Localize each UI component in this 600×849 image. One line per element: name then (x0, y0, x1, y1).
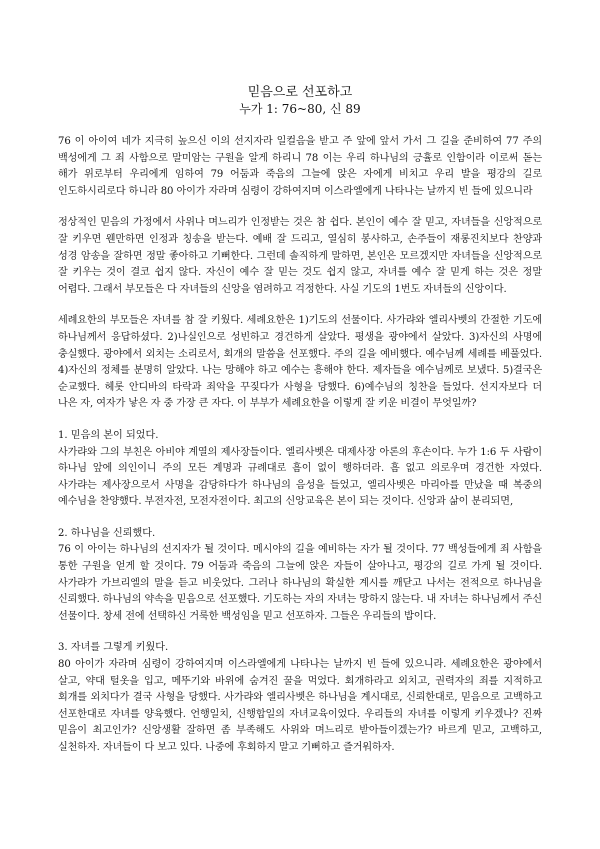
section-3-heading: 3. 자녀를 그렇게 키웠다. (58, 642, 169, 654)
section-1-heading: 1. 믿음의 본이 되었다. (58, 429, 159, 441)
scripture-reference: 누가 1: 76~80, 신 89 (239, 102, 361, 116)
section-3-body: 80 아이가 자라며 심령이 강하여지며 이스라엘에게 나타나는 날까지 빈 들에 있으니라. 세례요한은 광야에서 살고, 약대 털옷을 입고, 메뚜기와 바위에 숨겨진 꿀을 먹었다. 회개하라고 외치고, 권력자의 죄를 지적하고 회개를 외치다가 결국 사형을 당했다. 사가랴와 엘리사벳은 하나님을 계시대로, 신뢰한대로, 믿음으로 고백하고 선포한대로 자녀를 양육했다. 언행일치, 신행합일의 자녀교육이었다. 우리들의 자녀를 이렇게 키우겠나? 진짜 믿음이 최고인가? 신앙생활 잘하면 좀 부족해도 사위와 며느리로 받아들이겠는가? 바르게 믿고, 고백하고, 실천하자. 자녀들이 다 보고 있다. 나중에 후회하지 말고 기뻐하고 즐거워하자. (58, 659, 542, 753)
document-title: 믿음으로 선포하고 (247, 85, 353, 100)
section-2-heading: 2. 하나님을 신뢰했다. (58, 527, 156, 539)
intro-paragraph: 정상적인 믿음의 가정에서 사위나 며느리가 인정받는 것은 참 쉽다. 본인이 예수 잘 믿고, 자녀들을 신앙적으로 잘 키우면 웬만하면 인정과 칭송을 받는다. 예배 잘 드리고, 열심히 봉사하고, 손주들이 재롱진치보다 찬양과 성경 암송을 잘하면 정말 좋아하고 기뻐한다. 그런데 솔직하게 말하면, 본인은 모르겠지만 자녀들을 신앙적으로 잘 키우는 것이 결코 쉽지 않다. 자신이 예수 잘 믿는 것도 쉽지 않고, 자녀를 예수 잘 믿게 하는 것은 정말 어렵다. 그래서 부모들은 다 자녀들의 신앙을 염려하고 걱정한다. 사실 기도의 1번도 자녀들의 신앙이다. (58, 217, 542, 295)
parents-paragraph: 세례요한의 부모들은 자녀를 참 잘 키웠다. 세례요한은 1)기도의 선물이다. 사가랴와 엘리사벳의 간절한 기도에 하나님께서 응답하셨다. 2)나실인으로 성빈하고 경건하게 살았다. 평생을 광야에서 살았다. 3)자신의 사명에 충실했다. 광야에서 외치는 소리로서, 회개의 말씀을 선포했다. 주의 길을 예비했다. 예수님께 세례를 베풀었다. 4)자신의 정체를 분명히 알았다. 나는 망해야 하고 예수는 흥해야 한다. 제자들을 예수님께로 보냈다. 5)결국은 순교했다. 헤롯 안디바의 타락과 죄악을 꾸짖다가 사형을 당했다. 6)예수님의 칭찬을 들었다. 선지자보다 더 나은 자, 여자가 낳은 자 중 가장 큰 자다. 이 부부가 세례요한을 이렇게 잘 키운 비결이 무엇일까? (58, 315, 542, 410)
section-2-body: 76 이 아이는 하나님의 선지자가 될 것이다. 메시야의 길을 예비하는 자가 될 것이다. 77 백성들에게 죄 사함을 통한 구원을 얻게 할 것이다. 79 어둠과 죽음의 그늘에 앉은 자들이 살아나고, 평강의 길로 가게 될 것이다. 사가랴가 가브리엘의 말을 듣고 비웃었다. 그러나 하나님의 확실한 계시를 깨닫고 나서는 전적으로 하나님을 신뢰했다. 하나님의 약속을 믿음으로 선포했다. 기도하는 자의 자녀는 망하지 않는다. 내 자녀는 하나님께서 주신 선물이다. 창세 전에 선택하신 거룩한 백성임을 믿고 선포하자. 그들은 우리들의 밥이다. (58, 544, 543, 622)
section-1-body: 사가랴와 그의 부친은 아비야 계열의 제사장들이다. 엘리사벳은 대제사장 아론의 후손이다. 누가 1:6 두 사람이 하나님 앞에 의인이니 주의 모든 계명과 규례대로 흠이 없이 행하더라. 흠 없고 의로우며 경건한 자였다. 사가랴는 제사장으로서 사명을 감당하다가 하나님의 음성을 들었고, 엘리사벳은 마리아를 만났을 때 복중의 예수님을 찬양했다. 부전자전, 모전자전이다. 최고의 신앙교육은 본이 되는 것이다. 신앙과 삶이 분리되면, (58, 446, 542, 508)
scripture-paragraph: 76 이 아이여 네가 지극히 높으신 이의 선지자라 일컬음을 받고 주 앞에 앞서 가서 그 길을 준비하여 77 주의 백성에게 그 죄 사함으로 말미암는 구원을 알게 하리니 78 이는 우리 하나님의 긍휼로 인함이라 이로써 돋는 해가 위로부터 우리에게 임하여 79 어둠과 죽음의 그늘에 앉은 자에게 비치고 우리 발을 평강의 길로 인도하시리로다 하니라 80 아이가 자라며 심령이 강하여지며 이스라엘에게 나타나는 날까지 빈 들에 있으니라 (58, 136, 542, 197)
